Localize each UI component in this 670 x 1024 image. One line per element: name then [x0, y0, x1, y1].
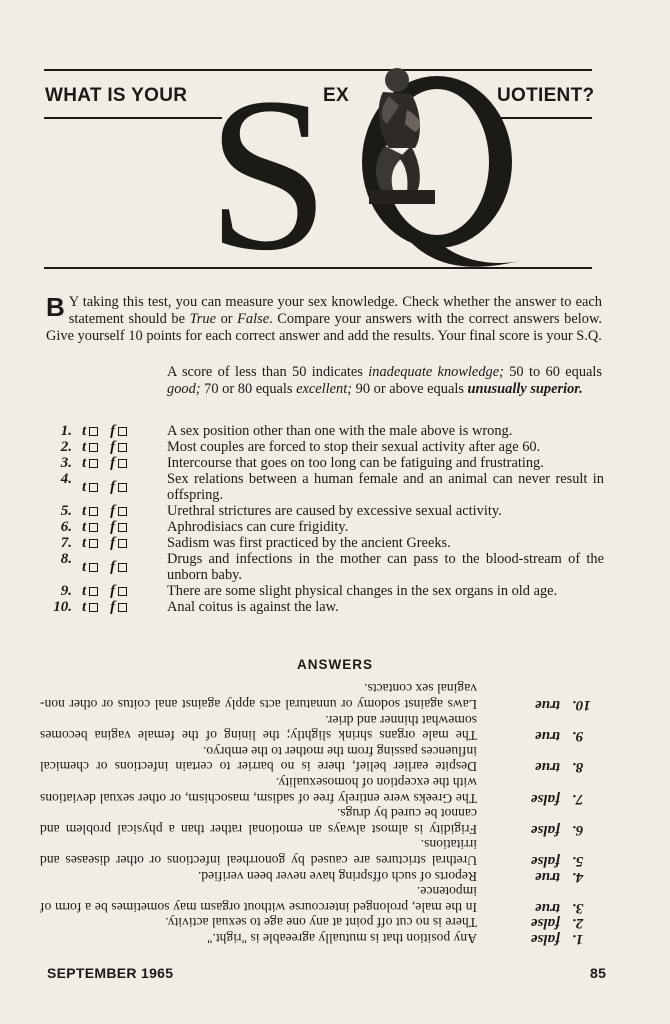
answer-number: 5. [572, 853, 584, 870]
intro-text-1: Y taking this test, you can measure your sex knowledge. Check whether the answer to each statement should be [68, 294, 602, 327]
false-label: f [110, 423, 116, 439]
false-choice [110, 455, 127, 471]
question-row [40, 551, 604, 583]
question-row [40, 599, 604, 615]
answers-title: ANSWERS [296, 657, 373, 672]
intro-or-word: or [216, 311, 238, 327]
false-choice [110, 583, 127, 599]
false-choice [110, 503, 127, 519]
question-choices [72, 535, 167, 551]
true-choice [82, 519, 98, 535]
true-choice [82, 535, 98, 551]
answer-number: 9. [572, 728, 584, 745]
true-label: t [82, 559, 87, 575]
scoring-inadequate: inadequate knowledge; [368, 364, 504, 380]
true-checkbox[interactable] [89, 539, 98, 548]
question-choices [72, 519, 167, 535]
answer-value: false [530, 853, 560, 870]
question-choices [72, 471, 167, 503]
question-text: Most couples are forced to stop their sexual activity after age 60. [167, 439, 541, 455]
question-number: 8. [60, 551, 72, 567]
answer-row [40, 915, 604, 931]
true-checkbox[interactable] [89, 483, 98, 492]
answer-text: The male organs shrink slightly; the lining of the female vagina becomes somewhat thinner and drier. [40, 712, 477, 744]
answer-row [40, 743, 604, 774]
true-label: t [82, 423, 87, 439]
false-choice [110, 599, 127, 615]
answer-text: Reports of such offspring have never been verified. [197, 868, 477, 884]
answer-row [40, 681, 604, 712]
false-label: f [110, 535, 116, 551]
question-text: Urethral strictures are caused by excessive sexual activity. [167, 503, 502, 519]
header-left-text: WHAT IS YOUR [45, 85, 188, 106]
false-checkbox[interactable] [118, 539, 127, 548]
question-choices [72, 503, 167, 519]
intro-true-word: True [189, 311, 216, 327]
false-choice [110, 519, 127, 535]
answer-number: 1. [572, 931, 584, 947]
false-checkbox[interactable] [118, 483, 127, 492]
false-choice [110, 535, 127, 551]
true-checkbox[interactable] [89, 459, 98, 468]
false-checkbox[interactable] [118, 507, 127, 516]
answer-row [40, 868, 604, 884]
answer-text: There is no cut off point at any one age to sexual activity. [165, 915, 477, 931]
false-checkbox[interactable] [118, 523, 127, 532]
answer-value: true [534, 899, 560, 916]
answer-text: Laws against sodomy or unnatural acts apply against anal coitus or other non-vaginal sex contacts. [40, 681, 477, 713]
true-label: t [82, 599, 87, 615]
false-checkbox[interactable] [118, 603, 127, 612]
question-number: 10. [53, 599, 72, 615]
question-text: Drugs and infections in the mother can pass to the blood-stream of the unborn baby. [167, 551, 604, 583]
false-checkbox[interactable] [118, 427, 127, 436]
answer-row [40, 930, 604, 946]
true-label: t [82, 583, 87, 599]
answer-value: false [530, 790, 560, 807]
question-number: 5. [60, 503, 72, 519]
question-row [40, 519, 604, 535]
true-checkbox[interactable] [89, 443, 98, 452]
answer-value: true [534, 759, 560, 776]
false-checkbox[interactable] [118, 563, 127, 572]
true-label: t [82, 503, 87, 519]
true-label: t [82, 439, 87, 455]
answer-value: false [530, 915, 560, 932]
false-label: f [110, 479, 116, 495]
question-number: 2. [60, 439, 72, 455]
answer-row [40, 712, 604, 743]
true-checkbox[interactable] [89, 523, 98, 532]
header-right-text: UOTIENT? [497, 85, 595, 106]
question-text: Intercourse that goes on too long can be fatiguing and frustrating. [167, 455, 544, 471]
answer-text: Any position that is mutually agreeable is "right." [206, 931, 477, 946]
true-choice [82, 503, 98, 519]
true-choice [82, 439, 98, 455]
false-checkbox[interactable] [118, 587, 127, 596]
false-label: f [110, 519, 116, 535]
answer-row [40, 806, 604, 837]
true-label: t [82, 455, 87, 471]
answer-list [40, 678, 604, 946]
footer-date: SEPTEMBER 1965 [47, 965, 174, 981]
answer-text: Despite earlier belief, there is no barrier to certain infections or chemical influences passing from the mother to the embryo. [40, 743, 477, 775]
false-label: f [110, 599, 116, 615]
intro-dropcap: B [46, 292, 65, 322]
question-text: A sex position other than one with the male above is wrong. [167, 423, 513, 439]
footer-page-number: 85 [590, 965, 607, 981]
question-choices [72, 551, 167, 583]
intro-paragraph [46, 294, 602, 345]
answer-number: 6. [572, 821, 584, 838]
false-label: f [110, 583, 116, 599]
question-choices [72, 439, 167, 455]
answer-value: true [534, 697, 560, 714]
scoring-excellent: excellent; [296, 381, 353, 397]
answer-text: The Greeks were entirely free of sadism, masochism, or other sexual deviations with the exception of homosexuality. [40, 775, 477, 806]
true-choice [82, 471, 98, 503]
true-choice [82, 455, 98, 471]
false-label: f [110, 439, 116, 455]
question-number: 9. [60, 583, 72, 599]
thinker-statue-image [345, 66, 455, 216]
answer-number: 7. [572, 790, 584, 807]
answer-value: false [530, 931, 560, 947]
true-choice [82, 423, 98, 439]
question-number: 4. [60, 471, 72, 487]
big-letter-q [345, 66, 535, 276]
answer-text: Urethral strictures are caused by gonorrheal infections or other diseases and irritations. [40, 837, 477, 869]
question-text: Sadism was first practiced by the ancient Greeks. [167, 535, 451, 551]
false-label: f [110, 559, 116, 575]
true-choice [82, 551, 98, 583]
false-label: f [110, 455, 116, 471]
header-rule-middle [44, 117, 222, 119]
true-checkbox[interactable] [89, 587, 98, 596]
question-text: Aphrodisiacs can cure frigidity. [167, 519, 349, 535]
question-row [40, 583, 604, 599]
answer-number: 10. [572, 697, 591, 714]
scoring-superior: unusually superior. [467, 381, 583, 397]
question-choices [72, 423, 167, 439]
true-checkbox[interactable] [89, 427, 98, 436]
question-text: Sex relations between a human female and an animal can never result in offspring. [167, 471, 604, 503]
question-number: 6. [60, 519, 72, 535]
true-checkbox[interactable] [89, 563, 98, 572]
true-choice [82, 583, 98, 599]
answer-number: 8. [572, 759, 584, 776]
true-choice [82, 599, 98, 615]
true-label: t [82, 479, 87, 495]
answer-row [40, 774, 604, 805]
question-row [40, 423, 604, 439]
true-checkbox[interactable] [89, 603, 98, 612]
answer-number: 2. [572, 915, 584, 932]
false-choice [110, 551, 127, 583]
answer-number: 4. [572, 868, 584, 885]
answer-number: 3. [572, 899, 584, 916]
question-row [40, 455, 604, 471]
answer-value: true [534, 728, 560, 745]
answer-text: Frigidity is almost always an emotional rather than a physical problem and cannot be cured by drugs. [40, 806, 477, 837]
false-checkbox[interactable] [118, 459, 127, 468]
false-choice [110, 471, 127, 503]
big-letter-s: S [207, 52, 330, 296]
answer-value: false [530, 821, 560, 838]
scoring-good: good; [167, 381, 201, 397]
false-checkbox[interactable] [118, 443, 127, 452]
question-number: 1. [60, 423, 72, 439]
answer-text: In the male, prolonged intercourse without orgasm may sometimes be a form of impotence. [40, 884, 477, 915]
question-number: 7. [60, 535, 72, 551]
scoring-p1: A score of less than 50 indicates [167, 364, 369, 380]
scoring-p4: 90 or above equals [352, 381, 468, 397]
intro-false-word: False [237, 311, 270, 327]
question-row [40, 535, 604, 551]
question-choices [72, 455, 167, 471]
question-row [40, 503, 604, 519]
true-label: t [82, 519, 87, 535]
false-label: f [110, 503, 116, 519]
question-number: 3. [60, 455, 72, 471]
header-middle-text: EX [323, 85, 349, 106]
question-text: There are some slight physical changes in the sex organs in old age. [167, 583, 558, 599]
question-text: Anal coitus is against the law. [167, 599, 339, 615]
question-row [40, 439, 604, 455]
question-list [40, 423, 604, 615]
scoring-p2: 50 to 60 equals [503, 364, 603, 380]
scoring-paragraph [167, 364, 602, 398]
true-checkbox[interactable] [89, 507, 98, 516]
question-row [40, 471, 604, 503]
answer-value: true [534, 868, 560, 885]
question-choices [72, 599, 167, 615]
answer-row [40, 837, 604, 868]
intro-text-2: . Compare your answers with the correct answers below. Give yourself 10 points for each correct answer and add the results. Your final score is your S.Q. [46, 311, 603, 344]
false-choice [110, 423, 127, 439]
true-label: t [82, 535, 87, 551]
scoring-p3: 70 or 80 equals [200, 381, 297, 397]
question-choices [72, 583, 167, 599]
answer-row [40, 884, 604, 915]
false-choice [110, 439, 127, 455]
